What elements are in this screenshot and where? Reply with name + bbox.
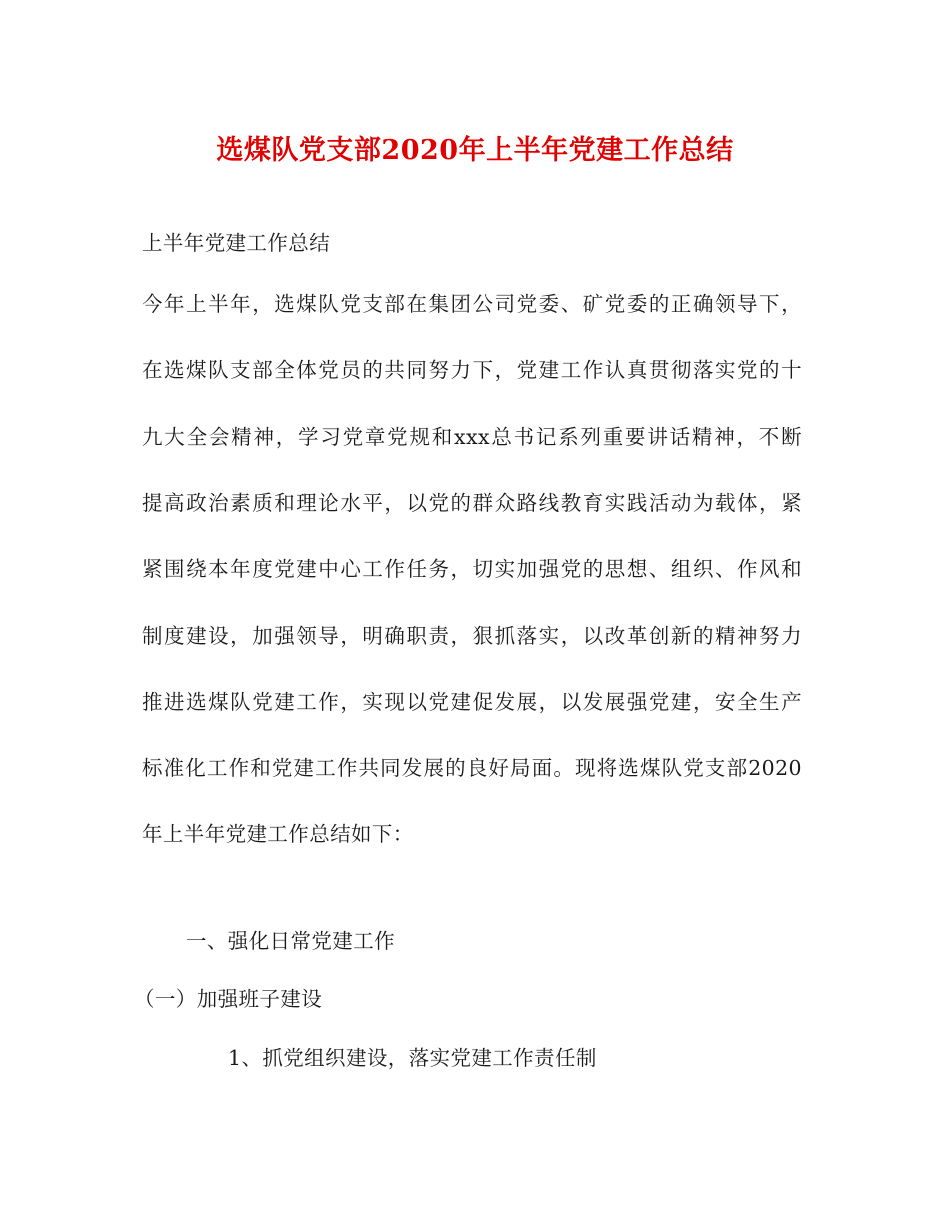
paragraph-line: 年上半年党建工作总结如下： [142,822,414,846]
paragraph-line: 今年上半年，选煤队党支部在集团公司党委、矿党委的正确领导下， [142,292,802,316]
document-title: 选煤队党支部2020年上半年党建工作总结 [216,135,734,166]
paragraph-line: 推进选煤队党建工作，实现以党建促发展，以发展强党建，安全生产 [142,690,802,714]
subsection-heading: （一）加强班子建设 [134,987,323,1011]
paragraph-line: 提高政治素质和理论水平，以党的群众路线教育实践活动为载体，紧 [142,491,802,515]
item-heading: 1、抓党组织建设，落实党建工作责任制 [228,1046,597,1070]
paragraph-line: 标准化工作和党建工作共同发展的良好局面。现将选煤队党支部2020 [142,756,802,780]
document-subtitle: 上半年党建工作总结 [142,231,331,255]
paragraph-line: 紧围绕本年度党建中心工作任务，切实加强党的思想、组织、作风和 [142,557,802,581]
paragraph-line: 制度建设，加强领导，明确职责，狠抓落实，以改革创新的精神努力 [142,624,802,648]
section-heading: 一、强化日常党建工作 [186,929,395,953]
paragraph-line: 在选煤队支部全体党员的共同努力下，党建工作认真贯彻落实党的十 [142,358,802,382]
paragraph-line: 九大全会精神，学习党章党规和xxx总书记系列重要讲话精神，不断 [142,425,802,449]
